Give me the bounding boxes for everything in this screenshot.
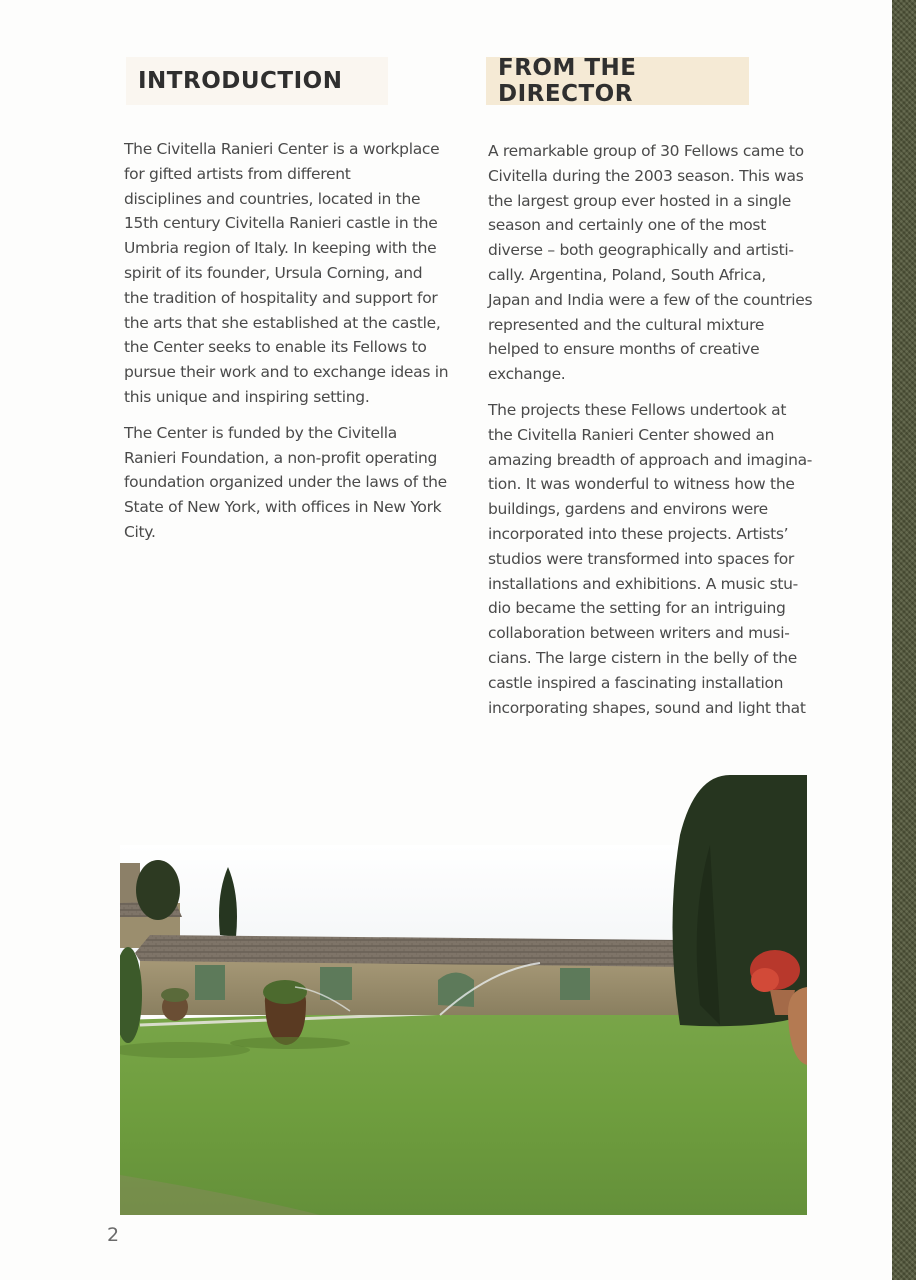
- director-column: [488, 139, 818, 731]
- castle-lawn-photo: [120, 775, 807, 1215]
- text-line: dio became the setting for an intriguing: [488, 599, 786, 618]
- text-line: cally. Argentina, Poland, South Africa,: [488, 265, 766, 284]
- text-line: foundation organized under the laws of the: [124, 473, 447, 492]
- text-line: exchange.: [488, 365, 566, 384]
- director-paragraph-2: [488, 398, 818, 720]
- text-line: The Civitella Ranieri Center is a workplace: [124, 140, 440, 158]
- text-line: the Civitella Ranieri Center showed an: [488, 425, 775, 444]
- text-line: disciplines and countries, located in the: [124, 189, 421, 208]
- page-number: 2: [107, 1224, 120, 1246]
- text-line: spirit of its founder, Ursula Corning, and: [124, 263, 423, 282]
- text-line: for gifted artists from different: [124, 164, 351, 183]
- text-line: Ranieri Foundation, a non-profit operating: [124, 448, 438, 467]
- text-line: helped to ensure months of creative: [488, 340, 760, 359]
- text-line: Civitella during the 2003 season. This was: [488, 166, 804, 185]
- text-line: diverse – both geographically and artisti-: [488, 241, 794, 260]
- introduction-heading: [126, 57, 388, 105]
- text-line: pursue their work and to exchange ideas in: [124, 363, 449, 382]
- binding-spine: [892, 0, 916, 1280]
- text-line: collaboration between writers and musi-: [488, 624, 790, 643]
- director-heading-text: FROM THE DIRECTOR: [498, 55, 637, 107]
- text-line: The Center is funded by the Civitella: [124, 423, 397, 442]
- text-line: studios were transformed into spaces for: [488, 549, 795, 568]
- text-line: Japan and India were a few of the countries: [488, 290, 813, 309]
- intro-paragraph-2: [124, 421, 454, 545]
- introduction-column: [124, 137, 454, 556]
- intro-paragraph-1: [124, 137, 454, 410]
- text-line: The projects these Fellows undertook at: [488, 400, 787, 419]
- text-line: the tradition of hospitality and support for: [124, 288, 438, 307]
- text-line: 15th century Civitella Ranieri castle in the: [124, 214, 438, 233]
- text-line: Umbria region of Italy. In keeping with the: [124, 239, 437, 258]
- text-line: tion. It was wonderful to witness how the: [488, 475, 795, 494]
- text-line: amazing breadth of approach and imagina-: [488, 450, 813, 469]
- director-heading: [486, 57, 749, 105]
- text-line: State of New York, with offices in New York: [124, 498, 442, 517]
- text-line: the arts that she established at the castle,: [124, 313, 441, 332]
- text-line: castle inspired a fascinating installation: [488, 673, 784, 692]
- text-line: City.: [124, 522, 156, 541]
- text-line: A remarkable group of 30 Fellows came to: [488, 142, 804, 160]
- text-line: cians. The large cistern in the belly of the: [488, 648, 798, 667]
- text-line: season and certainly one of the most: [488, 216, 766, 235]
- text-line: incorporating shapes, sound and light that: [488, 698, 806, 717]
- text-line: incorporated into these projects. Artists’: [488, 524, 789, 543]
- text-line: the Center seeks to enable its Fellows to: [124, 338, 427, 357]
- text-line: represented and the cultural mixture: [488, 315, 765, 334]
- introduction-heading-text: INTRODUCTION: [138, 68, 343, 94]
- text-line: buildings, gardens and environs were: [488, 500, 768, 519]
- director-paragraph-1: [488, 139, 818, 387]
- text-line: installations and exhibitions. A music stu-: [488, 574, 798, 593]
- text-line: the largest group ever hosted in a single: [488, 191, 792, 210]
- text-line: this unique and inspiring setting.: [124, 387, 370, 406]
